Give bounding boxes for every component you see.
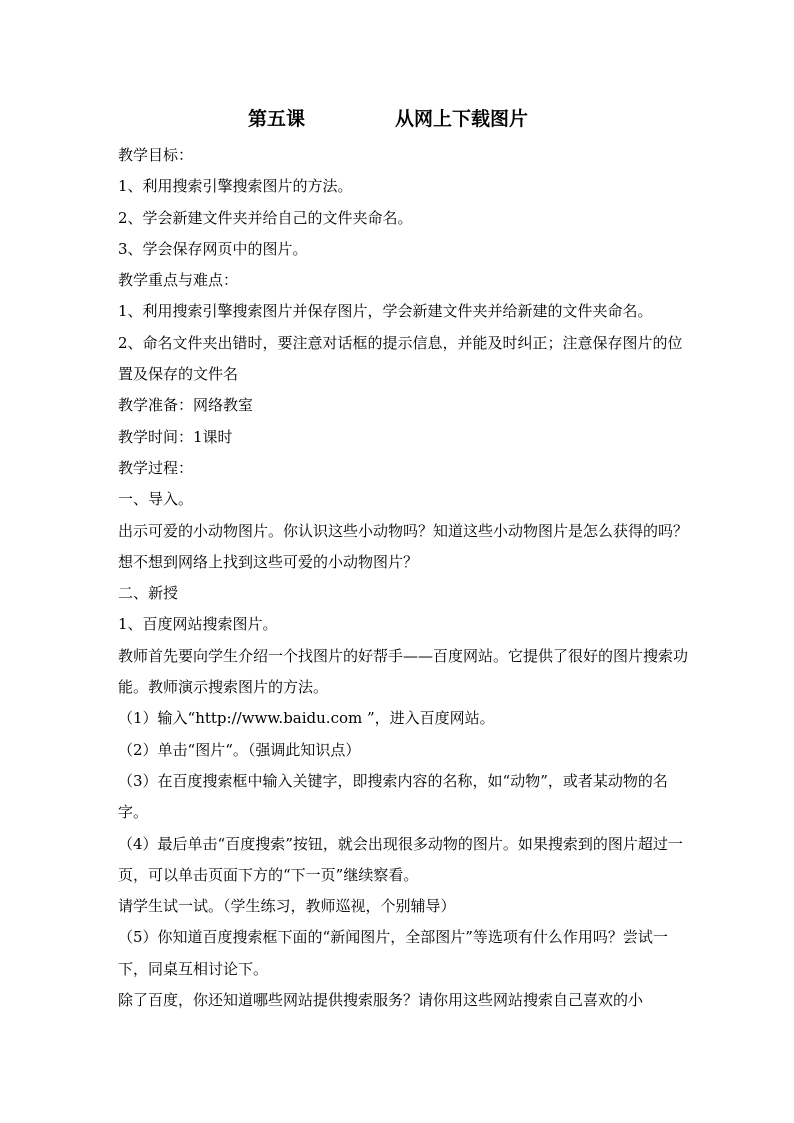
document-body [118,140,688,1016]
paragraph: （4）最后单击“百度搜索”按钮，就会出现很多动物的图片。如果搜索到的图片超过一页，可以单击页面下方的“下一页”继续察看。 [118,834,683,884]
lesson-number: 第五课 [248,108,306,130]
lesson-name: 从网上下载图片 [395,108,529,130]
paragraph: 教学准备：网络教室 [118,396,254,415]
paragraph: 教学过程： [118,458,194,477]
paragraph: 除了百度，你还知道哪些网站提供搜索服务？请你用这些网站搜索自己喜欢的小 [118,991,644,1010]
paragraph: 出示可爱的小动物图片。你认识这些小动物吗？知道这些小动物图片是怎么获得的吗？想不想到网络上找到这些可爱的小动物图片？ [118,521,689,571]
paragraph: 教学重点与难点： [118,271,239,290]
paragraph: （3）在百度搜索框中输入关键字，即搜索内容的名称，如“动物”，或者某动物的名字。 [118,771,668,822]
paragraph: 一、导入。 [118,490,194,509]
paragraph: 1、利用搜索引擎搜索图片并保存图片，学会新建文件夹并给新建的文件夹命名。 [118,302,653,321]
page-title [0,104,794,134]
paragraph: 二、新授 [118,584,179,603]
paragraph: 3、学会保存网页中的图片。 [118,239,308,258]
paragraph: （2）单击“图片“。（强调此知识点） [118,740,361,759]
paragraph: 2、命名文件夹出错时，要注意对话框的提示信息，并能及时纠正；注意保存图片的位置及保存的文件名 [118,333,683,384]
paragraph: 教学时间：1课时 [118,427,233,446]
paragraph: 教学目标： [118,146,194,164]
paragraph: 1、利用搜索引擎搜索图片的方法。 [118,177,353,196]
paragraph: 教师首先要向学生介绍一个找图片的好帮手——百度网站。它提供了很好的图片搜索功能。教师演示搜索图片的方法。 [118,646,689,697]
paragraph: （1）输入“http://www.baidu.com ”，进入百度网站。 [118,709,495,728]
paragraph: （5）你知道百度搜索框下面的“新闻图片，全部图片”等选项有什么作用吗？尝试一下，同桌互相讨论下。 [118,928,668,978]
paragraph: 2、学会新建文件夹并给自己的文件夹命名。 [118,208,413,227]
paragraph: 请学生试一试。（学生练习，教师巡视，个别辅导） [118,897,456,916]
paragraph: 1、百度网站搜索图片。 [118,615,278,634]
